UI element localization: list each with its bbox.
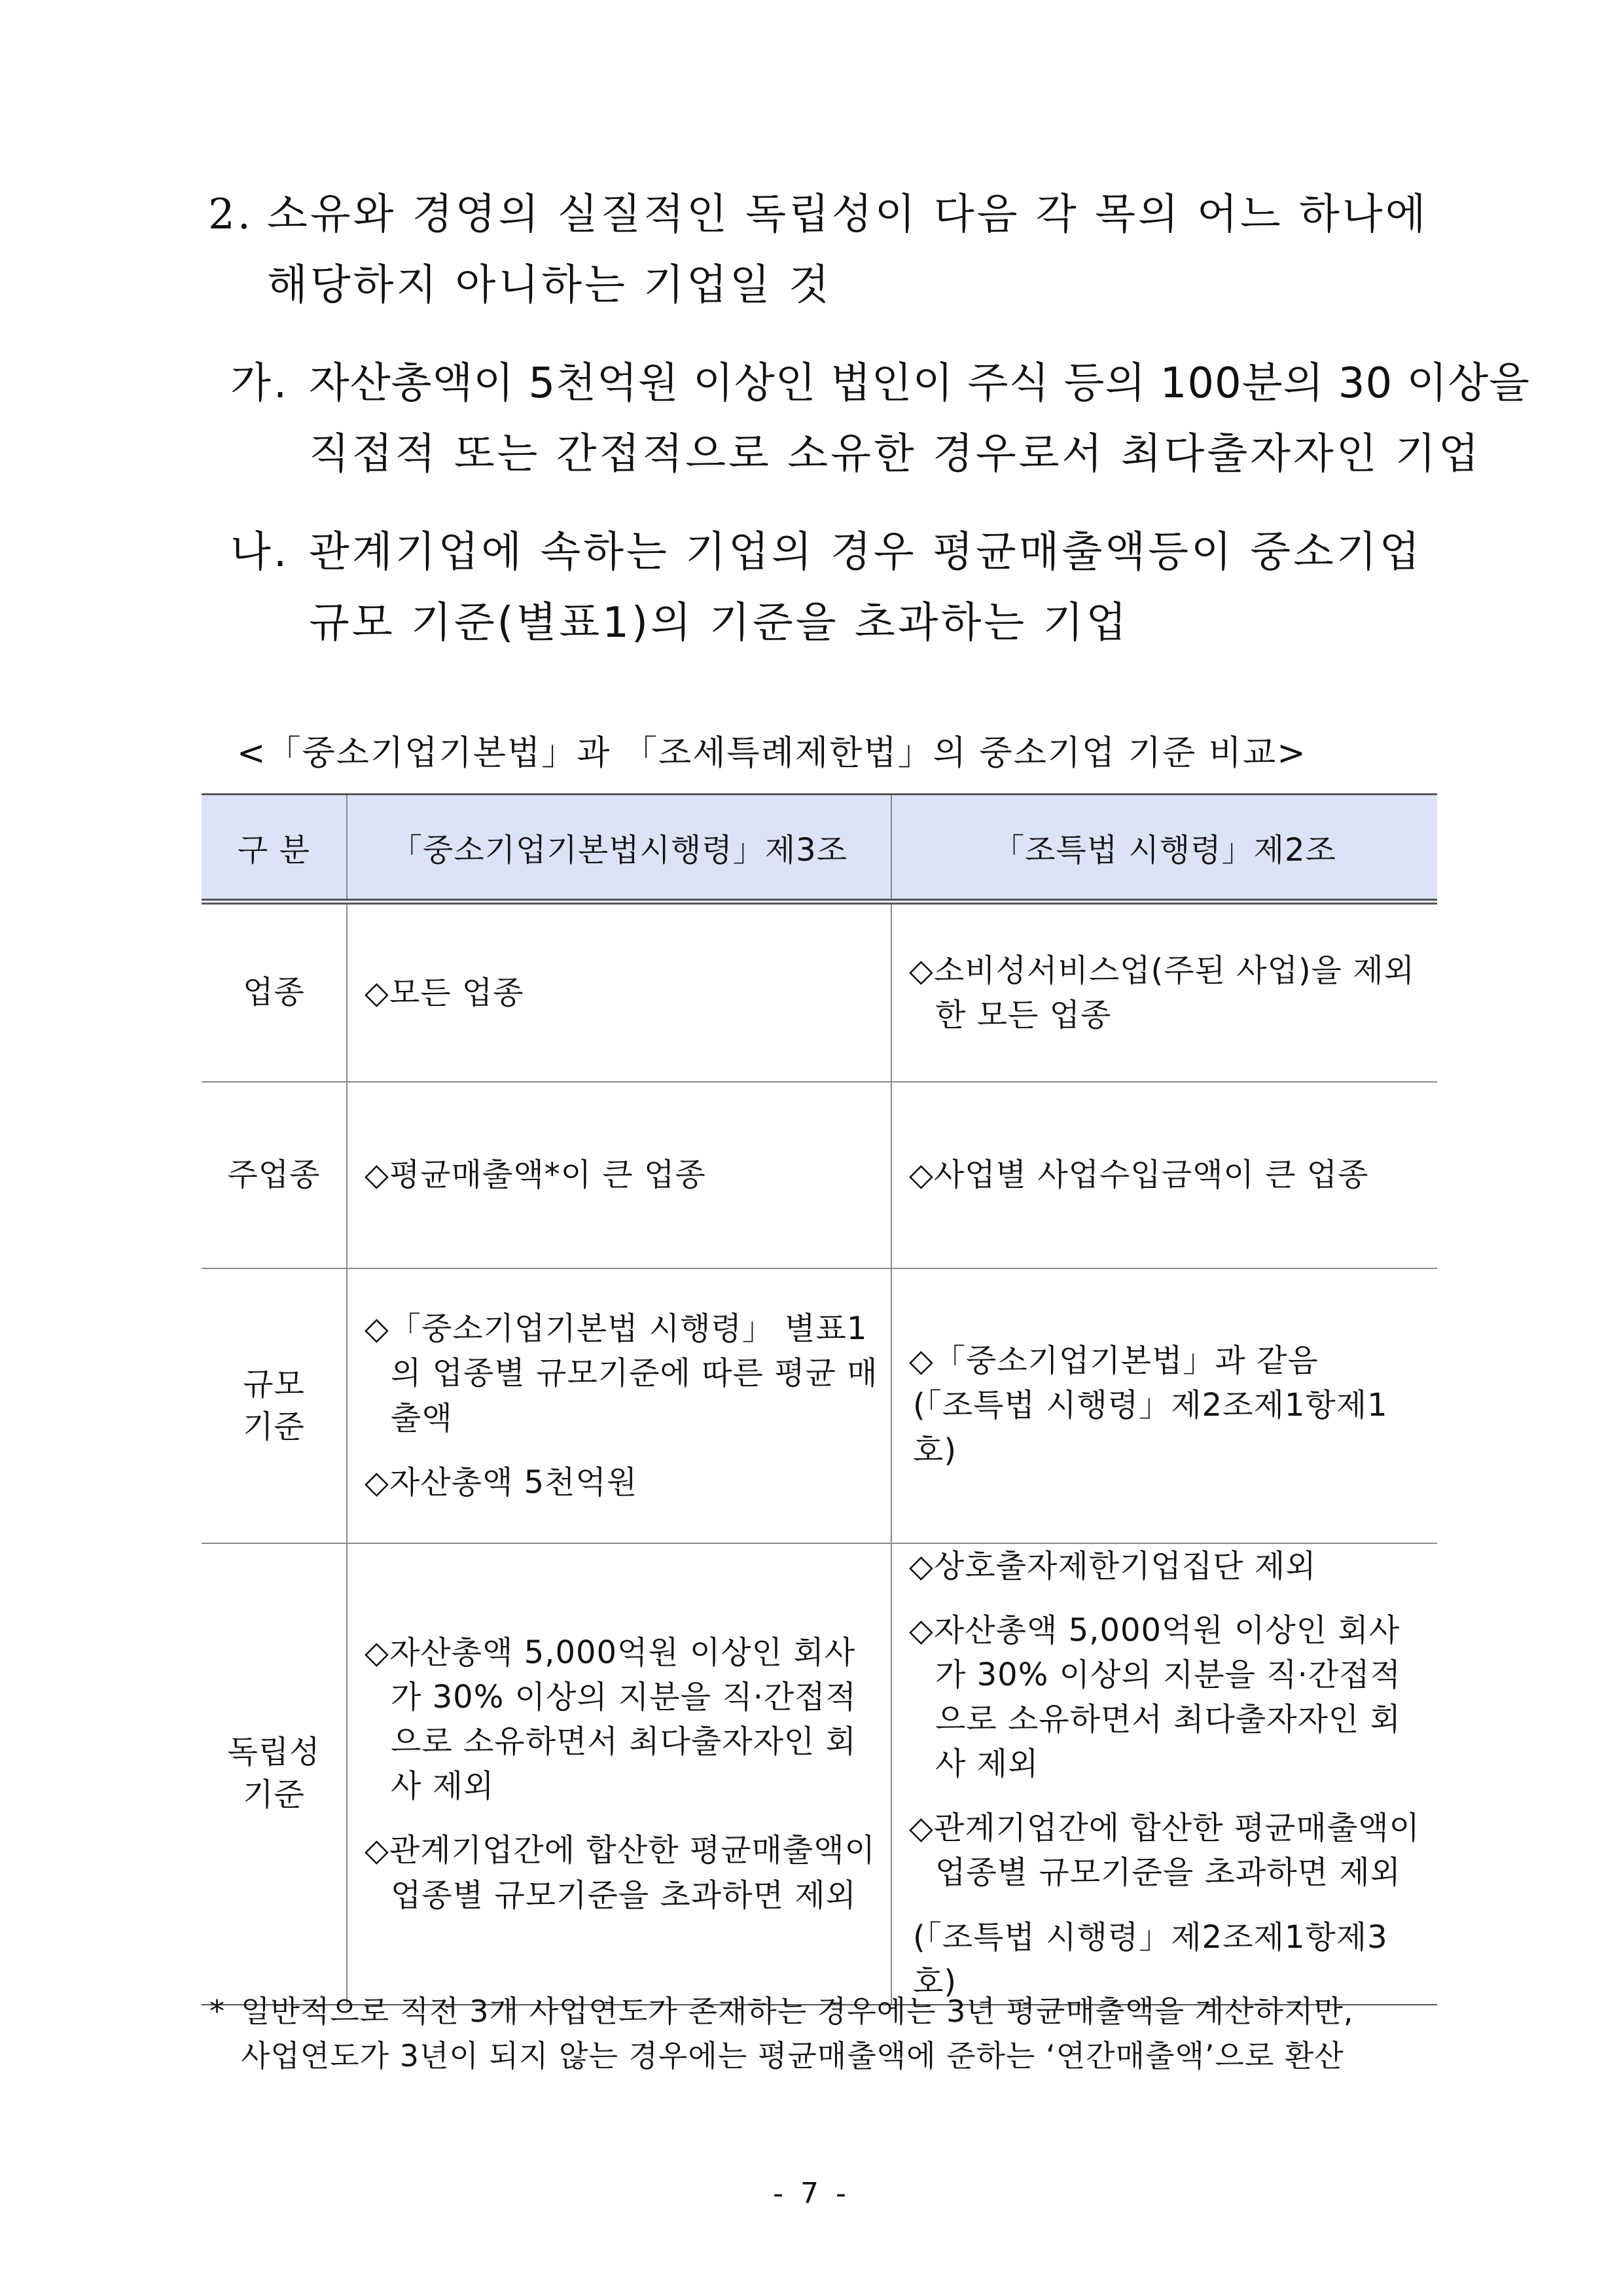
row-category: 주업종 — [202, 1082, 347, 1268]
footnote-line-1: 일반적으로 직전 3개 사업연도가 존재하는 경우에는 3년 평균매출액을 계산하지만, — [241, 1994, 1354, 2029]
heading-line-2: 해당하지 아니하는 기업일 것 — [267, 261, 832, 310]
bullet-item: ◇자산총액 5천억원 — [365, 1463, 638, 1501]
row-category: 독립성 기준 — [202, 1543, 347, 2005]
bullet-item: ◇「중소기업기본법 시행령」 별표1의 업종별 규모기준에 따른 평균 매출액 — [365, 1310, 878, 1437]
item-ga-marker: 가. — [230, 359, 290, 408]
bullet-item: ◇사업별 사업수입금액이 큰 업종 — [909, 1156, 1369, 1193]
row-right-cell — [891, 1082, 1437, 1268]
item-na-line-2: 규모 기준(별표1)의 기준을 초과하는 기업 — [309, 599, 1130, 647]
heading-line-1: 소유와 경영의 실질적인 독립성이 다음 각 목의 어느 하나에 — [267, 190, 1429, 239]
citation-note: (「조특법 시행령」제2조제1항제1호) — [913, 1387, 1388, 1469]
row-left-cell — [347, 1543, 891, 2005]
comparison-table — [202, 793, 1437, 2005]
bullet-item: ◇상호출자제한기업집단 제외 — [909, 1547, 1317, 1585]
bullet-item: ◇관계기업간에 합산한 평균매출액이 업종별 규모기준을 초과하면 제외 — [365, 1832, 876, 1914]
item-na-marker: 나. — [230, 528, 290, 577]
header-sme-act: 「중소기업기본법시행령」제3조 — [347, 795, 891, 902]
bullet-item: ◇자산총액 5,000억원 이상인 회사가 30% 이상의 지분을 직·간접적으로 소유하면서 최다출자자인 회사 제외 — [909, 1611, 1402, 1783]
footnote-marker: * — [209, 1994, 225, 2029]
bullet-item: ◇평균매출액*이 큰 업종 — [365, 1156, 706, 1193]
table-row — [202, 1268, 1437, 1543]
row-right-cell — [891, 902, 1437, 1082]
header-tax-act: 「조특법 시행령」제2조 — [891, 795, 1437, 902]
citation-note: (「조특법 시행령」제2조제1항제3호) — [913, 1918, 1388, 2000]
table-row — [202, 1082, 1437, 1268]
page-number: - 7 - — [773, 2177, 850, 2210]
row-left-cell — [347, 1082, 891, 1268]
bullet-item: ◇소비성서비스업(주된 사업)을 제외한 모든 업종 — [909, 952, 1416, 1033]
item-ga-line-2: 직접적 또는 간접적으로 소유한 경우로서 최다출자자인 기업 — [309, 430, 1482, 478]
row-category: 업종 — [202, 902, 347, 1082]
item-ga-line-1: 자산총액이 5천억원 이상인 법인이 주식 등의 100분의 30 이상을 — [309, 359, 1531, 408]
table-row — [202, 902, 1437, 1082]
row-left-cell — [347, 902, 891, 1082]
row-right-cell — [891, 1543, 1437, 2005]
table-caption: <「중소기업기본법」과 「조세특례제한법」의 중소기업 기준 비교> — [237, 734, 1307, 773]
heading-number: 2. — [208, 190, 254, 239]
bullet-item: ◇「중소기업기본법」과 같음 — [909, 1342, 1319, 1380]
bullet-item: ◇자산총액 5,000억원 이상인 회사가 30% 이상의 지분을 직·간접적으로 소유하면서 최다출자자인 회사 제외 — [365, 1634, 857, 1805]
footnote-line-2: 사업연도가 3년이 되지 않는 경우에는 평균매출액에 준하는 ‘연간매출액’으로 환산 — [241, 2038, 1344, 2073]
table-row — [202, 1543, 1437, 2005]
table-header-row — [202, 795, 1437, 902]
item-na-line-1: 관계기업에 속하는 기업의 경우 평균매출액등이 중소기업 — [309, 528, 1423, 577]
row-left-cell — [347, 1268, 891, 1543]
row-category: 규모 기준 — [202, 1268, 347, 1543]
bullet-item: ◇관계기업간에 합산한 평균매출액이 업종별 규모기준을 초과하면 제외 — [909, 1810, 1420, 1892]
bullet-item: ◇모든 업종 — [365, 974, 524, 1011]
header-category: 구 분 — [202, 795, 347, 902]
row-right-cell — [891, 1268, 1437, 1543]
